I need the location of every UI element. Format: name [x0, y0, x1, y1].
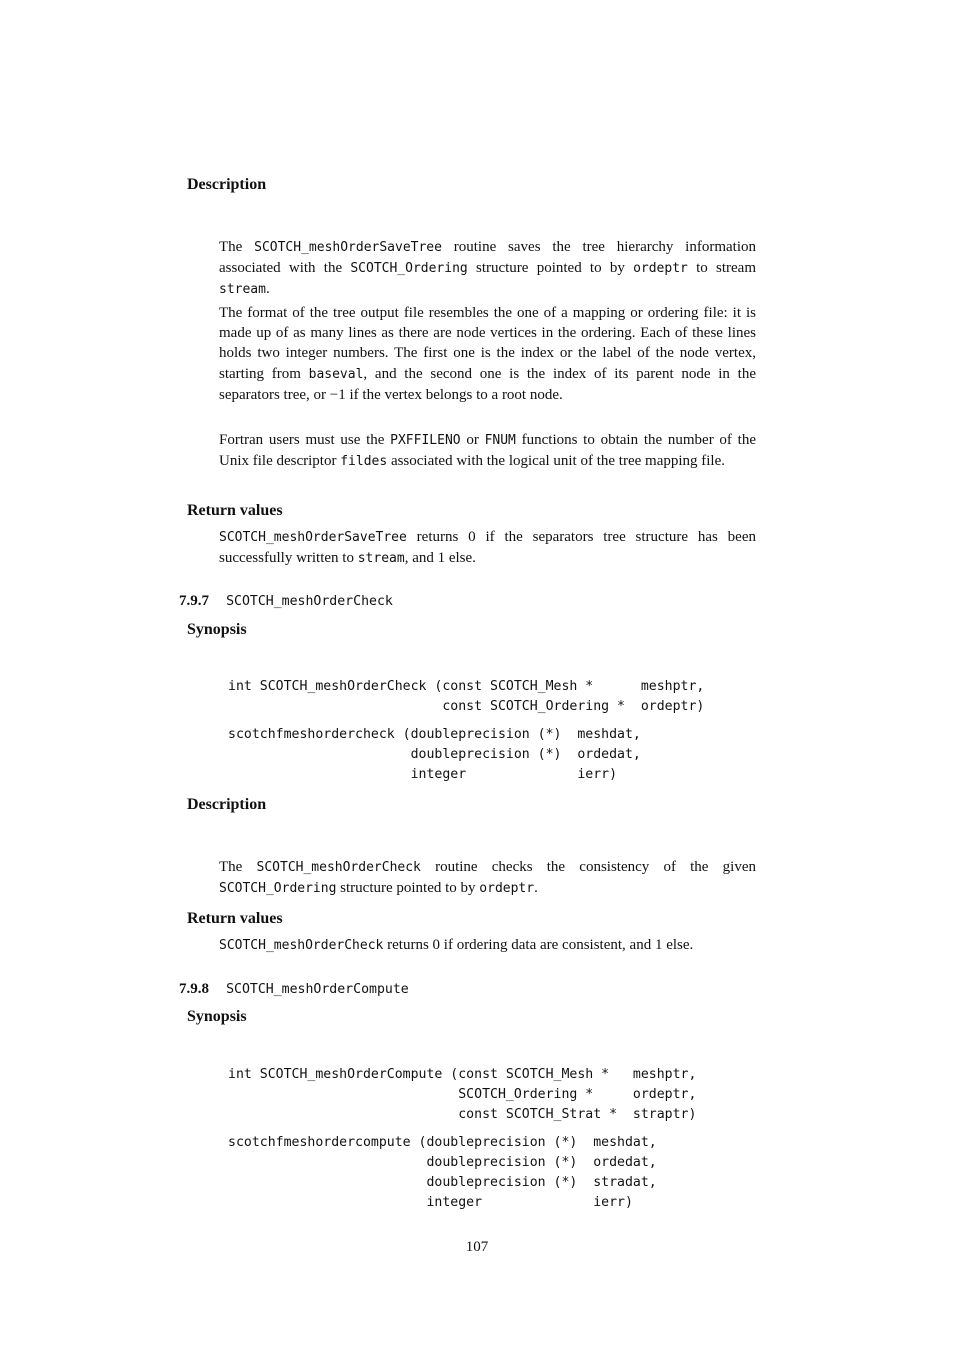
- return-values-paragraph-1: SCOTCH_meshOrderSaveTree returns 0 if the separators tree structure has been successfully written to stream, and 1 else.: [219, 529, 756, 567]
- section-title: SCOTCH_meshOrderCompute: [226, 982, 409, 997]
- description-paragraph-1: The SCOTCH_meshOrderSaveTree routine saves the tree hierarchy information associated with the SCOTCH_Ordering structure pointed to by ordeptr to stream stream.: [219, 239, 756, 298]
- section-heading-7-9-7: [179, 590, 393, 610]
- return-values-heading-2: Return values: [187, 910, 283, 927]
- code-identifier: SCOTCH_Ordering: [350, 261, 468, 277]
- code-c-prototype-1: int SCOTCH_meshOrderCheck (const SCOTCH_Mesh * meshptr, const SCOTCH_Ordering * ordeptr): [228, 679, 705, 714]
- return-values-heading-1: Return values: [187, 502, 283, 519]
- code-identifier: SCOTCH_meshOrderCheck: [256, 860, 421, 875]
- section-number: 7.9.8: [179, 981, 209, 997]
- description-paragraph-2: The format of the tree output file resembles the one of a mapping or ordering file: it is made up of as many lines as there are node vertices in the ordering. Each of these lines holds two integer numbers. The first one is the index or the label of the node vertex, starting from baseval, and the second one is the index of its parent node in the separators tree, or −1 if the vertex belongs to a root node.: [219, 305, 756, 403]
- code-identifier: baseval: [308, 366, 364, 382]
- section-heading-7-9-8: [179, 978, 409, 998]
- page-number: 107: [465, 1239, 489, 1255]
- code-identifier: SCOTCH_Ordering: [219, 881, 337, 897]
- description-paragraph-3: Fortran users must use the PXFFILENO or FNUM functions to obtain the number of the Unix file descriptor fildes associated with the logical unit of the tree mapping file.: [219, 432, 756, 470]
- code-fortran-prototype-2: scotchfmeshordercompute (doubleprecision (*) meshdat, doubleprecision (*) ordedat, doubleprecision (*) stradat, integer ierr): [228, 1135, 657, 1210]
- code-identifier: ordeptr: [479, 881, 535, 897]
- code-identifier: stream: [357, 551, 405, 567]
- code-identifier: PXFFILENO: [390, 433, 461, 448]
- description-paragraph-4: The SCOTCH_meshOrderCheck routine checks the consistency of the given SCOTCH_Ordering structure pointed to by ordeptr.: [219, 859, 756, 897]
- description-heading-2: Description: [187, 796, 267, 813]
- section-title: SCOTCH_meshOrderCheck: [226, 594, 393, 609]
- code-identifier: SCOTCH_meshOrderSaveTree: [254, 240, 442, 255]
- code-c-prototype-2: int SCOTCH_meshOrderCompute (const SCOTCH_Mesh * meshptr, SCOTCH_Ordering * ordeptr, const SCOTCH_Strat * straptr): [228, 1067, 697, 1122]
- code-identifier: FNUM: [484, 433, 516, 448]
- return-values-paragraph-2: SCOTCH_meshOrderCheck returns 0 if ordering data are consistent, and 1 else.: [219, 937, 694, 953]
- section-number: 7.9.7: [179, 593, 209, 609]
- description-heading-1: Description: [187, 176, 267, 193]
- synopsis-heading-2: Synopsis: [187, 1008, 247, 1025]
- code-fortran-prototype-1: scotchfmeshordercheck (doubleprecision (*) meshdat, doubleprecision (*) ordedat, integer ierr): [228, 727, 641, 782]
- code-identifier: SCOTCH_meshOrderSaveTree: [219, 530, 407, 545]
- code-identifier: fildes: [340, 454, 388, 470]
- code-identifier: ordeptr: [633, 261, 688, 277]
- code-identifier: SCOTCH_meshOrderCheck: [219, 938, 384, 953]
- code-identifier: stream: [219, 282, 266, 298]
- synopsis-heading-1: Synopsis: [187, 621, 247, 638]
